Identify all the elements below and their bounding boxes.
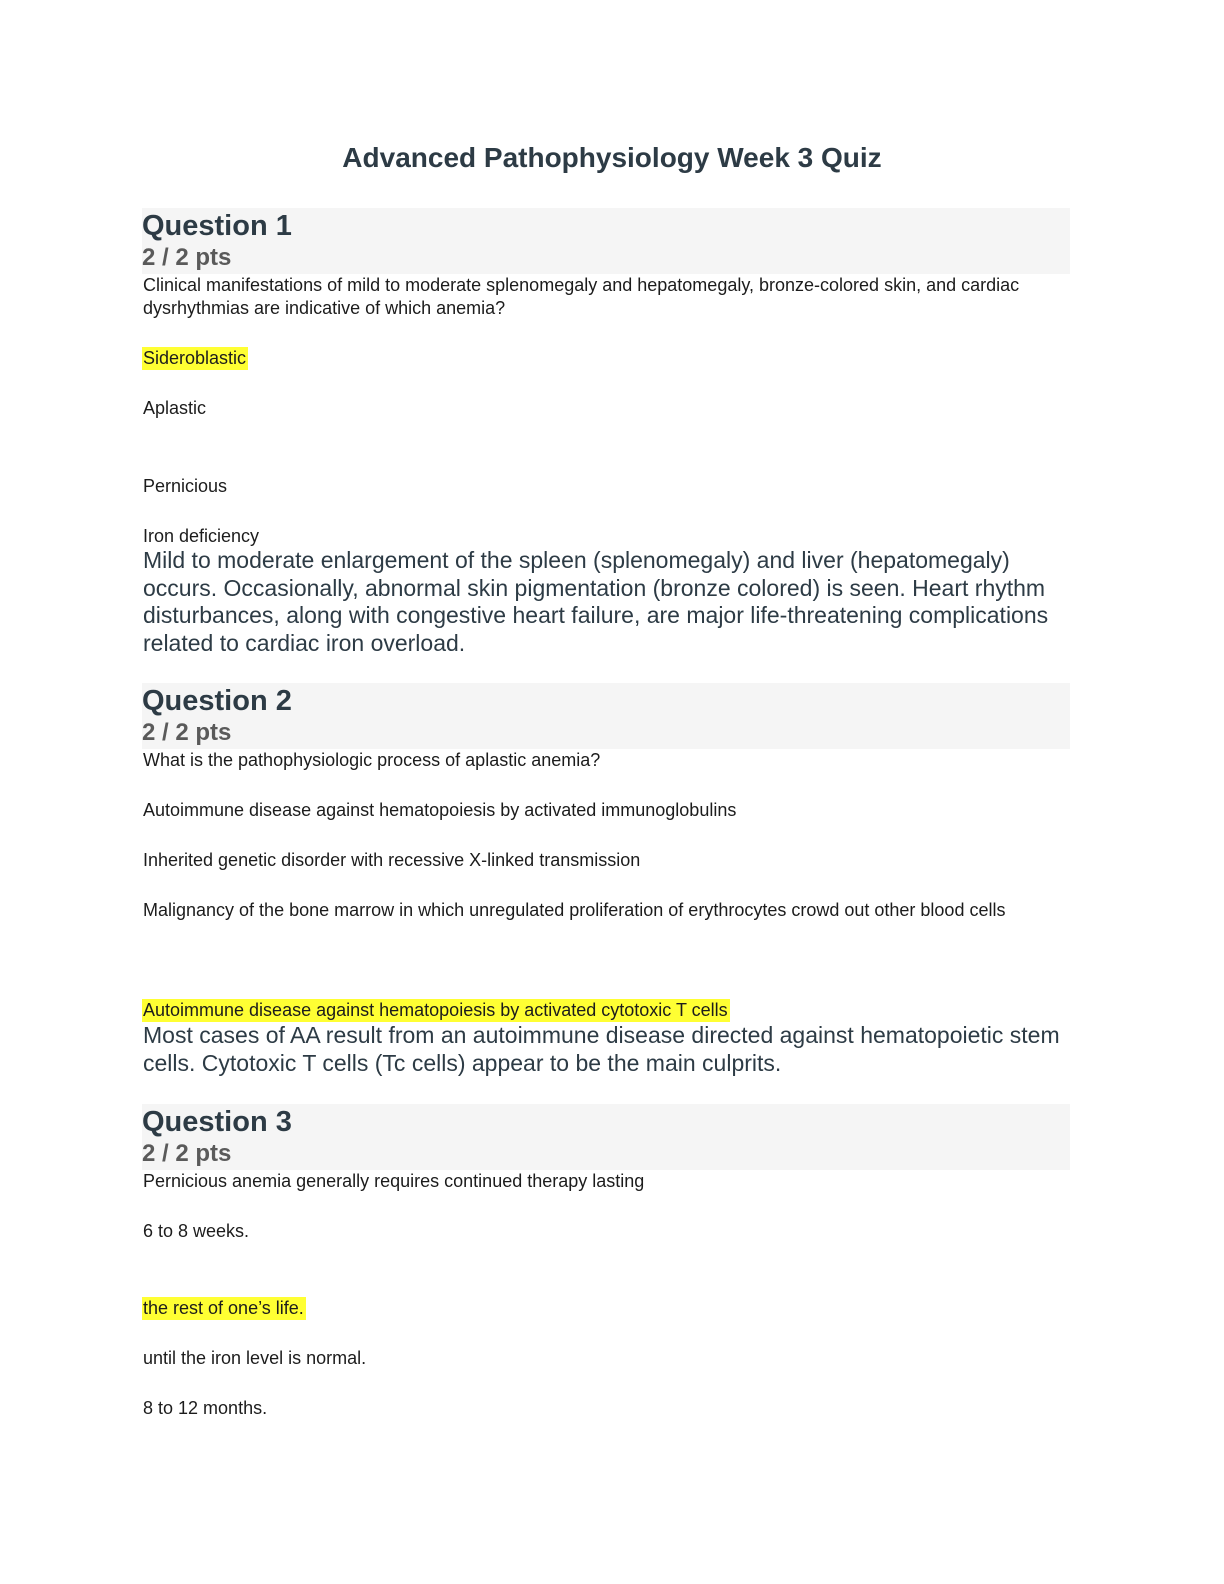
answer-explanation: Most cases of AA result from an autoimmune disease directed against hematopoietic stem cells. Cytotoxic T cells (Tc cells) appear to be the main culprits. bbox=[143, 1022, 1060, 1076]
question-prompt: What is the pathophysiologic process of aplastic anemia? bbox=[143, 750, 601, 770]
question-points: 2 / 2 pts bbox=[142, 719, 232, 746]
answer-option: until the iron level is normal. bbox=[143, 1348, 367, 1368]
question-title: Question 2 bbox=[142, 685, 292, 717]
question-title: Question 1 bbox=[142, 210, 292, 242]
question-points: 2 / 2 pts bbox=[142, 244, 232, 271]
answer-option-highlighted: the rest of one’s life. bbox=[143, 1298, 304, 1318]
question-points: 2 / 2 pts bbox=[142, 1140, 232, 1167]
question-header bbox=[142, 1104, 1070, 1170]
answer-option: Inherited genetic disorder with recessive X-linked transmission bbox=[143, 850, 641, 870]
answer-option: 6 to 8 weeks. bbox=[143, 1221, 250, 1241]
page-title: Advanced Pathophysiology Week 3 Quiz bbox=[342, 142, 882, 173]
question-header bbox=[142, 683, 1070, 749]
answer-option: Autoimmune disease against hematopoiesis by activated immunoglobulins bbox=[143, 800, 737, 820]
answer-explanation: Mild to moderate enlargement of the spleen (splenomegaly) and liver (hepatomegaly) occurs. Occasionally, abnormal skin pigmentation (bronze colored) is seen. Heart rhythm disturbances, along with congestive heart failure, are major life-threatening complications related to cardiac iron overload. bbox=[143, 547, 1049, 656]
answer-option-highlighted: Sideroblastic bbox=[143, 348, 247, 368]
answer-option: 8 to 12 months. bbox=[143, 1398, 268, 1418]
answer-option: Aplastic bbox=[143, 398, 207, 418]
answer-option: Pernicious bbox=[143, 476, 228, 496]
question-title: Question 3 bbox=[142, 1106, 292, 1138]
question-prompt: Clinical manifestations of mild to moderate splenomegaly and hepatomegaly, bronze-colored skin, and cardiac dysrhythmias are indicative of which anemia? bbox=[143, 275, 1020, 318]
answer-option: Iron deficiency bbox=[143, 526, 260, 546]
answer-option: Malignancy of the bone marrow in which unregulated proliferation of erythrocytes crowd out other blood cells bbox=[143, 900, 1006, 920]
question-header bbox=[142, 208, 1070, 274]
answer-option-highlighted: Autoimmune disease against hematopoiesis by activated cytotoxic T cells bbox=[143, 1000, 728, 1020]
question-prompt: Pernicious anemia generally requires continued therapy lasting bbox=[143, 1171, 645, 1191]
